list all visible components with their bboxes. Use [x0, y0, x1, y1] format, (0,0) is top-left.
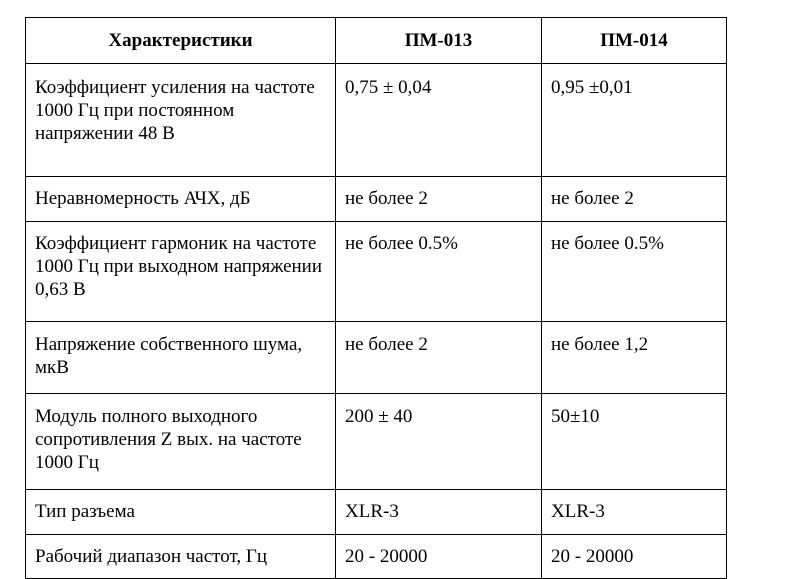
- pm-014-value: не более 0.5%: [542, 222, 727, 322]
- pm-013-value: не более 2: [336, 177, 542, 222]
- characteristic-cell: Неравномерность АЧХ, дБ: [26, 177, 336, 222]
- pm-014-value: 20 - 20000: [542, 535, 727, 579]
- table-row: [26, 535, 727, 579]
- table-header-row: [26, 18, 727, 64]
- table-row: [26, 177, 727, 222]
- table-row: [26, 222, 727, 322]
- specifications-table: [25, 17, 727, 579]
- header-characteristics: Характеристики: [26, 18, 336, 64]
- pm-013-value: 0,75 ± 0,04: [336, 64, 542, 177]
- pm-013-value: 200 ± 40: [336, 394, 542, 490]
- pm-014-value: не более 2: [542, 177, 727, 222]
- characteristic-cell: Коэффициент усиления на частоте 1000 Гц при постоянном напряжении 48 В: [26, 64, 336, 177]
- table-row: [26, 322, 727, 394]
- pm-013-value: 20 - 20000: [336, 535, 542, 579]
- table-row: [26, 490, 727, 535]
- header-pm-013: ПМ-013: [336, 18, 542, 64]
- header-pm-014: ПМ-014: [542, 18, 727, 64]
- characteristic-cell: Тип разъема: [26, 490, 336, 535]
- pm-014-value: XLR-3: [542, 490, 727, 535]
- pm-013-value: XLR-3: [336, 490, 542, 535]
- characteristic-cell: Рабочий диапазон частот, Гц: [26, 535, 336, 579]
- table-row: [26, 394, 727, 490]
- characteristic-cell: Коэффициент гармоник на частоте 1000 Гц при выходном напряжении 0,63 В: [26, 222, 336, 322]
- characteristic-cell: Напряжение собственного шума, мкВ: [26, 322, 336, 394]
- pm-014-value: 0,95 ±0,01: [542, 64, 727, 177]
- pm-014-value: 50±10: [542, 394, 727, 490]
- pm-013-value: не более 2: [336, 322, 542, 394]
- characteristic-cell: Модуль полного выходного сопротивления Z вых. на частоте 1000 Гц: [26, 394, 336, 490]
- pm-014-value: не более 1,2: [542, 322, 727, 394]
- table-row: [26, 64, 727, 177]
- pm-013-value: не более 0.5%: [336, 222, 542, 322]
